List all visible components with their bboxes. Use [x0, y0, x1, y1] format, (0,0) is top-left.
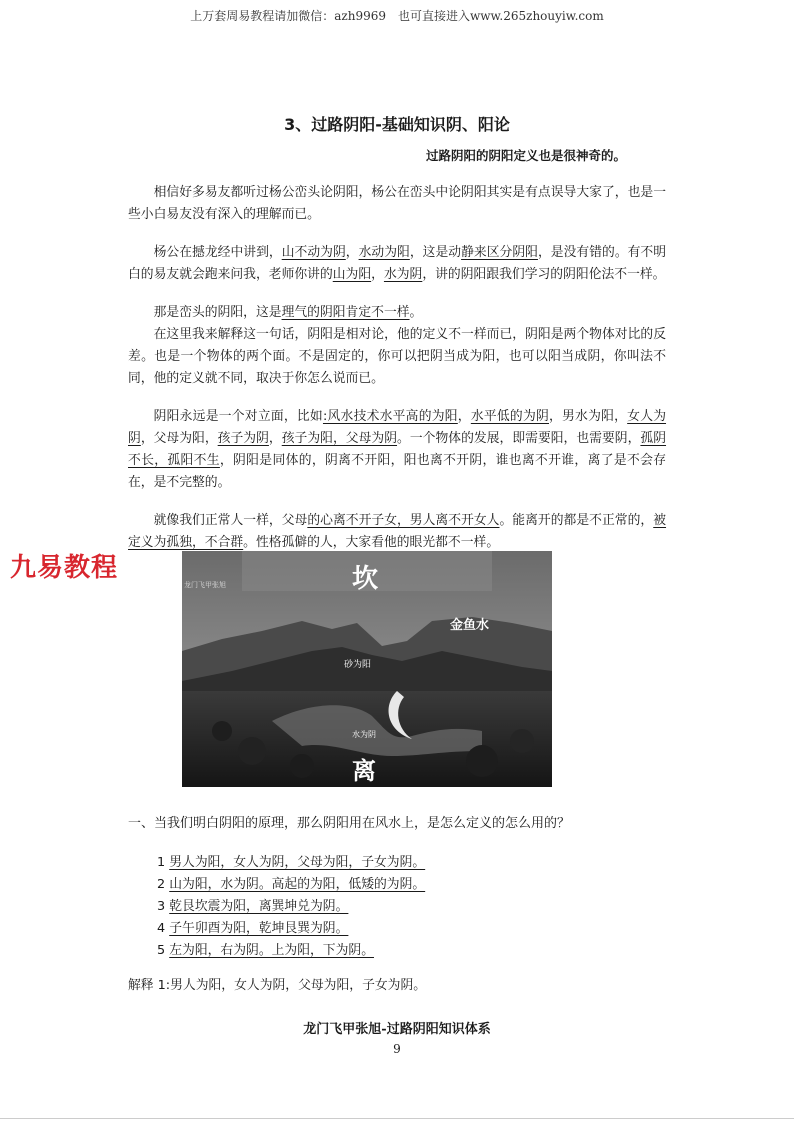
paragraph-6	[128, 510, 666, 554]
list-number: 5	[157, 943, 166, 958]
underlined-text: 被定义为孤独，不合群	[128, 513, 667, 550]
text-span: ，	[371, 267, 384, 282]
list-text: 乾艮坎震为阳，离巽坤兑为阴。	[169, 899, 349, 914]
list-number: 2	[157, 877, 166, 892]
photo-label-mountain: 砂为阳	[344, 660, 372, 670]
underlined-text: 山不动为阴	[281, 245, 346, 260]
text-span: ，阴阳是同体的，阴离不开阳，阳也离不开阴，谁也离不开谁，离了是不会存在，是不完整的。	[128, 453, 667, 490]
underlined-text: 孤阴不长，孤阳不生	[128, 431, 667, 468]
photo-label-kan: 坎	[352, 564, 379, 594]
list-item	[157, 852, 425, 874]
page-subtitle: 过路阴阳的阴阳定义也是很神奇的。	[426, 148, 627, 163]
list-text: 男人为阳，女人为阴，父母为阳，子女为阴。	[169, 855, 426, 870]
paragraph-3	[128, 302, 666, 324]
list-item	[157, 940, 425, 962]
photo-corner-text: 龙门飞甲张旭	[184, 581, 226, 589]
text-span: 就像我们正常人一样，父母	[153, 513, 308, 528]
text-span: ，是没有错的。有不明白的易友就会跑来问我，老师你讲的	[128, 245, 667, 282]
text-span: 那是峦头的阴阳，这是	[153, 305, 282, 320]
bottom-divider	[0, 1118, 794, 1119]
text-span: ，	[345, 245, 359, 260]
text-span: 。	[409, 305, 423, 320]
text-span: ，父母为阳，	[140, 431, 218, 446]
text-span: 。性格孤僻的人，大家看他的眼光都不一样。	[243, 535, 500, 550]
underlined-text: 水平低的为阴	[470, 409, 549, 424]
paragraph-1	[128, 182, 666, 226]
list-number: 1	[157, 855, 166, 870]
photo-label-li: 离	[352, 757, 376, 785]
underlined-text: 静来区分阴阳	[461, 245, 538, 260]
photo-label-water: 水为阴	[352, 730, 376, 739]
list-text: 左为阳，右为阴。上为阳，下为阴。	[169, 943, 374, 958]
text-span: 。一个物体的发展，即需要阳，也需要阴，	[397, 431, 641, 446]
underlined-text: 孩子为阳，父母为阴	[281, 431, 398, 446]
text-span: 杨公在撼龙经中讲到，	[153, 245, 282, 260]
underlined-text: :风水技术水平高的为阳	[322, 409, 458, 424]
text-span: 阴阳永远是一个对立面，比如	[153, 409, 323, 424]
list-number: 3	[157, 899, 166, 914]
list-text: 山为阳，水为阴。高起的为阳，低矮的为阴。	[169, 877, 426, 892]
paragraph-4-text: 在这里我来解释这一句话，阴阳是相对论，他的定义不一样而已，阴阳是两个物体对比的反差。也是一个物体的两个面。不是固定的，你可以把阴当成为阳，也可以阳当成阴，你叫法不同，他的定义就不同，取决于你怎么说而已。	[128, 327, 666, 386]
question-heading: 一、当我们明白阴阳的原理，那么阴阳用在风水上，是怎么定义的怎么用的？	[128, 816, 571, 831]
text-span: 。能离开的都是不正常的，	[499, 513, 654, 528]
page-number: 9	[393, 1042, 401, 1056]
paragraph-4	[128, 324, 666, 390]
underlined-text: 女人为阴	[128, 409, 667, 446]
text-span: ，讲的阴阳跟我们学习的阴阳伦法不一样。	[422, 267, 666, 282]
landscape-photo	[182, 551, 552, 787]
underlined-text: 理气的阴阳肯定不一样	[281, 305, 410, 320]
list-item	[157, 874, 425, 896]
list-item	[157, 896, 425, 918]
underlined-text: 的心离不开子女，男人离不开女人	[307, 513, 500, 528]
list-number: 4	[157, 921, 166, 936]
page-header: 上万套周易教程请加微信：azh9969 也可直接进入www.265zhouyiw.com	[190, 9, 604, 23]
watermark-logo: 九易教程	[10, 553, 119, 583]
page-title: 3、过路阴阳-基础知识阴、阳论	[284, 115, 510, 134]
explanation-text: 解释 1:男人为阳，女人为阴，父母为阳，子女为阴。	[128, 978, 427, 993]
paragraph-5	[128, 406, 666, 494]
photo-label-jinyushui: 金鱼水	[450, 618, 490, 633]
underlined-text: 水为阴	[383, 267, 423, 282]
underlined-text: 水动为阳	[358, 245, 410, 260]
paragraph-1-text: 相信好多易友都听过杨公峦头论阴阳，杨公在峦头中论阴阳其实是有点误导大家了，也是一些小白易友没有深入的理解而已。	[128, 185, 666, 222]
text-span: ，这是动	[409, 245, 462, 260]
list-item	[157, 918, 425, 940]
underlined-text: 孩子为阴	[217, 431, 269, 446]
text-span: ，	[268, 431, 282, 446]
text-span: ，男水为阳，	[549, 409, 628, 424]
paragraph-2	[128, 242, 666, 286]
text-span: ，	[457, 409, 471, 424]
underlined-text: 山为阳	[332, 267, 372, 282]
list-text: 子午卯酉为阳，乾坤艮巽为阴。	[169, 921, 349, 936]
page-footer: 龙门飞甲张旭-过路阴阳知识体系	[303, 1022, 491, 1037]
yin-yang-list	[157, 852, 425, 962]
